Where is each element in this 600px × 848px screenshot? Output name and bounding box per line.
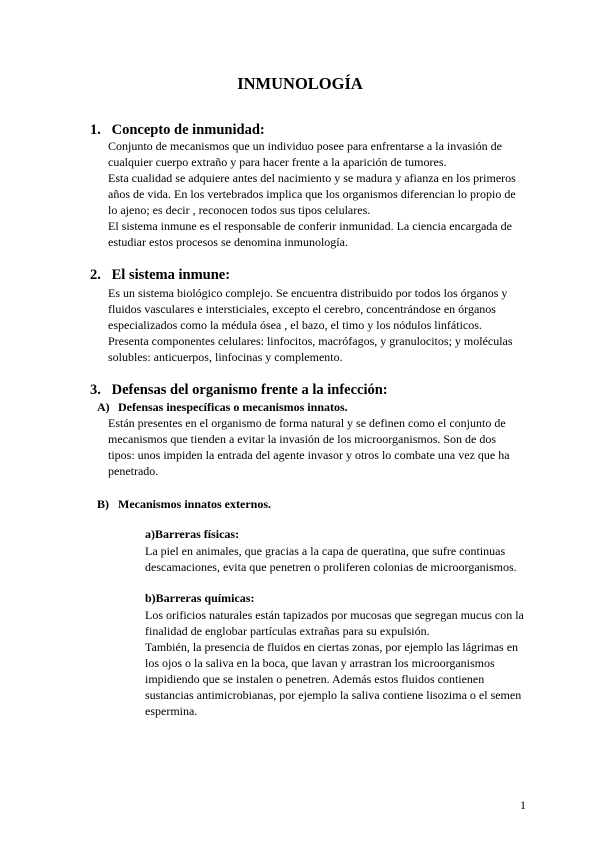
subsection-a-heading xyxy=(97,400,348,415)
section-2-body xyxy=(108,285,513,365)
text-line: Los orificios naturales están tapizados por mucosas que segregan mucus con la xyxy=(145,608,524,622)
text-line: impidiendo que se instalen o penetren. Además estos fluidos contienen xyxy=(145,672,485,686)
section-3-heading xyxy=(90,382,388,399)
document-title: INMUNOLOGÍA xyxy=(237,74,363,93)
text-line: Están presentes en el organismo de forma natural y se definen como el conjunto de xyxy=(108,416,506,430)
text-line: fluidos vasculares e intersticiales, excepto el cerebro, concentrándose en órganos xyxy=(108,302,496,316)
text-line: años de vida. En los vertebrados implica que los organismos diferencian lo propio de xyxy=(108,187,516,201)
section-3-number: 3. xyxy=(90,382,101,398)
text-line: El sistema inmune es el responsable de conferir inmunidad. La ciencia encargada de xyxy=(108,219,512,233)
page-number: 1 xyxy=(520,798,526,812)
item-a-body xyxy=(145,543,517,575)
text-line: cualquier cuerpo extraño y para hacer frente a la aparición de tumores. xyxy=(108,155,447,169)
text-line: La piel en animales, que gracias a la capa de queratina, que sufre continuas xyxy=(145,544,506,558)
text-line: Presenta componentes celulares: linfocitos, macrófagos, y granulocitos; y moléculas xyxy=(108,334,513,348)
subsection-a-title: Defensas inespecíficas o mecanismos innatos. xyxy=(118,400,348,414)
subsection-a-body xyxy=(108,415,510,479)
text-line: finalidad de englobar partículas extrañas para su expulsión. xyxy=(145,624,430,638)
section-3-title: Defensas del organismo frente a la infección: xyxy=(111,382,388,398)
section-2-number: 2. xyxy=(90,267,101,283)
subsection-b-heading xyxy=(97,497,271,512)
text-line: lo ajeno; es decir , reconocen todos sus tipos celulares. xyxy=(108,203,371,217)
section-1-heading xyxy=(90,122,265,139)
section-2-title: El sistema inmune: xyxy=(111,267,231,283)
text-line: Esta cualidad se adquiere antes del nacimiento y se madura y afianza en los primeros xyxy=(108,171,516,185)
text-line: Conjunto de mecanismos que un individuo posee para enfrentarse a la invasión de xyxy=(108,139,502,153)
text-line: especializados como la médula ósea , el bazo, el timo y los nódulos linfáticos. xyxy=(108,318,482,332)
text-line: descamaciones, evita que penetren o proliferen colonias de microorganismos. xyxy=(145,560,517,574)
text-line: penetrado. xyxy=(108,464,159,478)
section-1-title: Concepto de inmunidad: xyxy=(111,122,265,138)
item-b-heading: b)Barreras químicas: xyxy=(145,591,255,605)
text-line: espermina. xyxy=(145,704,198,718)
item-b-body xyxy=(145,607,524,719)
subsection-a-number: A) xyxy=(97,400,110,414)
section-1-number: 1. xyxy=(90,122,101,138)
section-1-body xyxy=(108,138,516,250)
text-line: los ojos o la saliva en la boca, que lavan y arrastran los microorganismos xyxy=(145,656,495,670)
text-line: solubles: anticuerpos, linfocinas y complemento. xyxy=(108,350,343,364)
text-line: Es un sistema biológico complejo. Se encuentra distribuido por todos los órganos y xyxy=(108,286,508,300)
text-line: tipos: unos impiden la entrada del agente invasor y otros lo combate una vez que ha xyxy=(108,448,510,462)
item-a-heading: a)Barreras físicas: xyxy=(145,527,240,541)
text-line: sustancias antimicrobianas, por ejemplo la saliva contiene lisozima o el semen xyxy=(145,688,522,702)
subsection-b-number: B) xyxy=(97,497,109,511)
section-2-heading xyxy=(90,267,230,284)
text-line: mecanismos que tienden a evitar la invasión de los microorganismos. Son de dos xyxy=(108,432,497,446)
text-line: estudiar estos procesos se denomina inmunología. xyxy=(108,235,348,249)
text-line: También, la presencia de fluidos en ciertas zonas, por ejemplo las lágrimas en xyxy=(145,640,519,654)
subsection-b-title: Mecanismos innatos externos. xyxy=(118,497,271,511)
